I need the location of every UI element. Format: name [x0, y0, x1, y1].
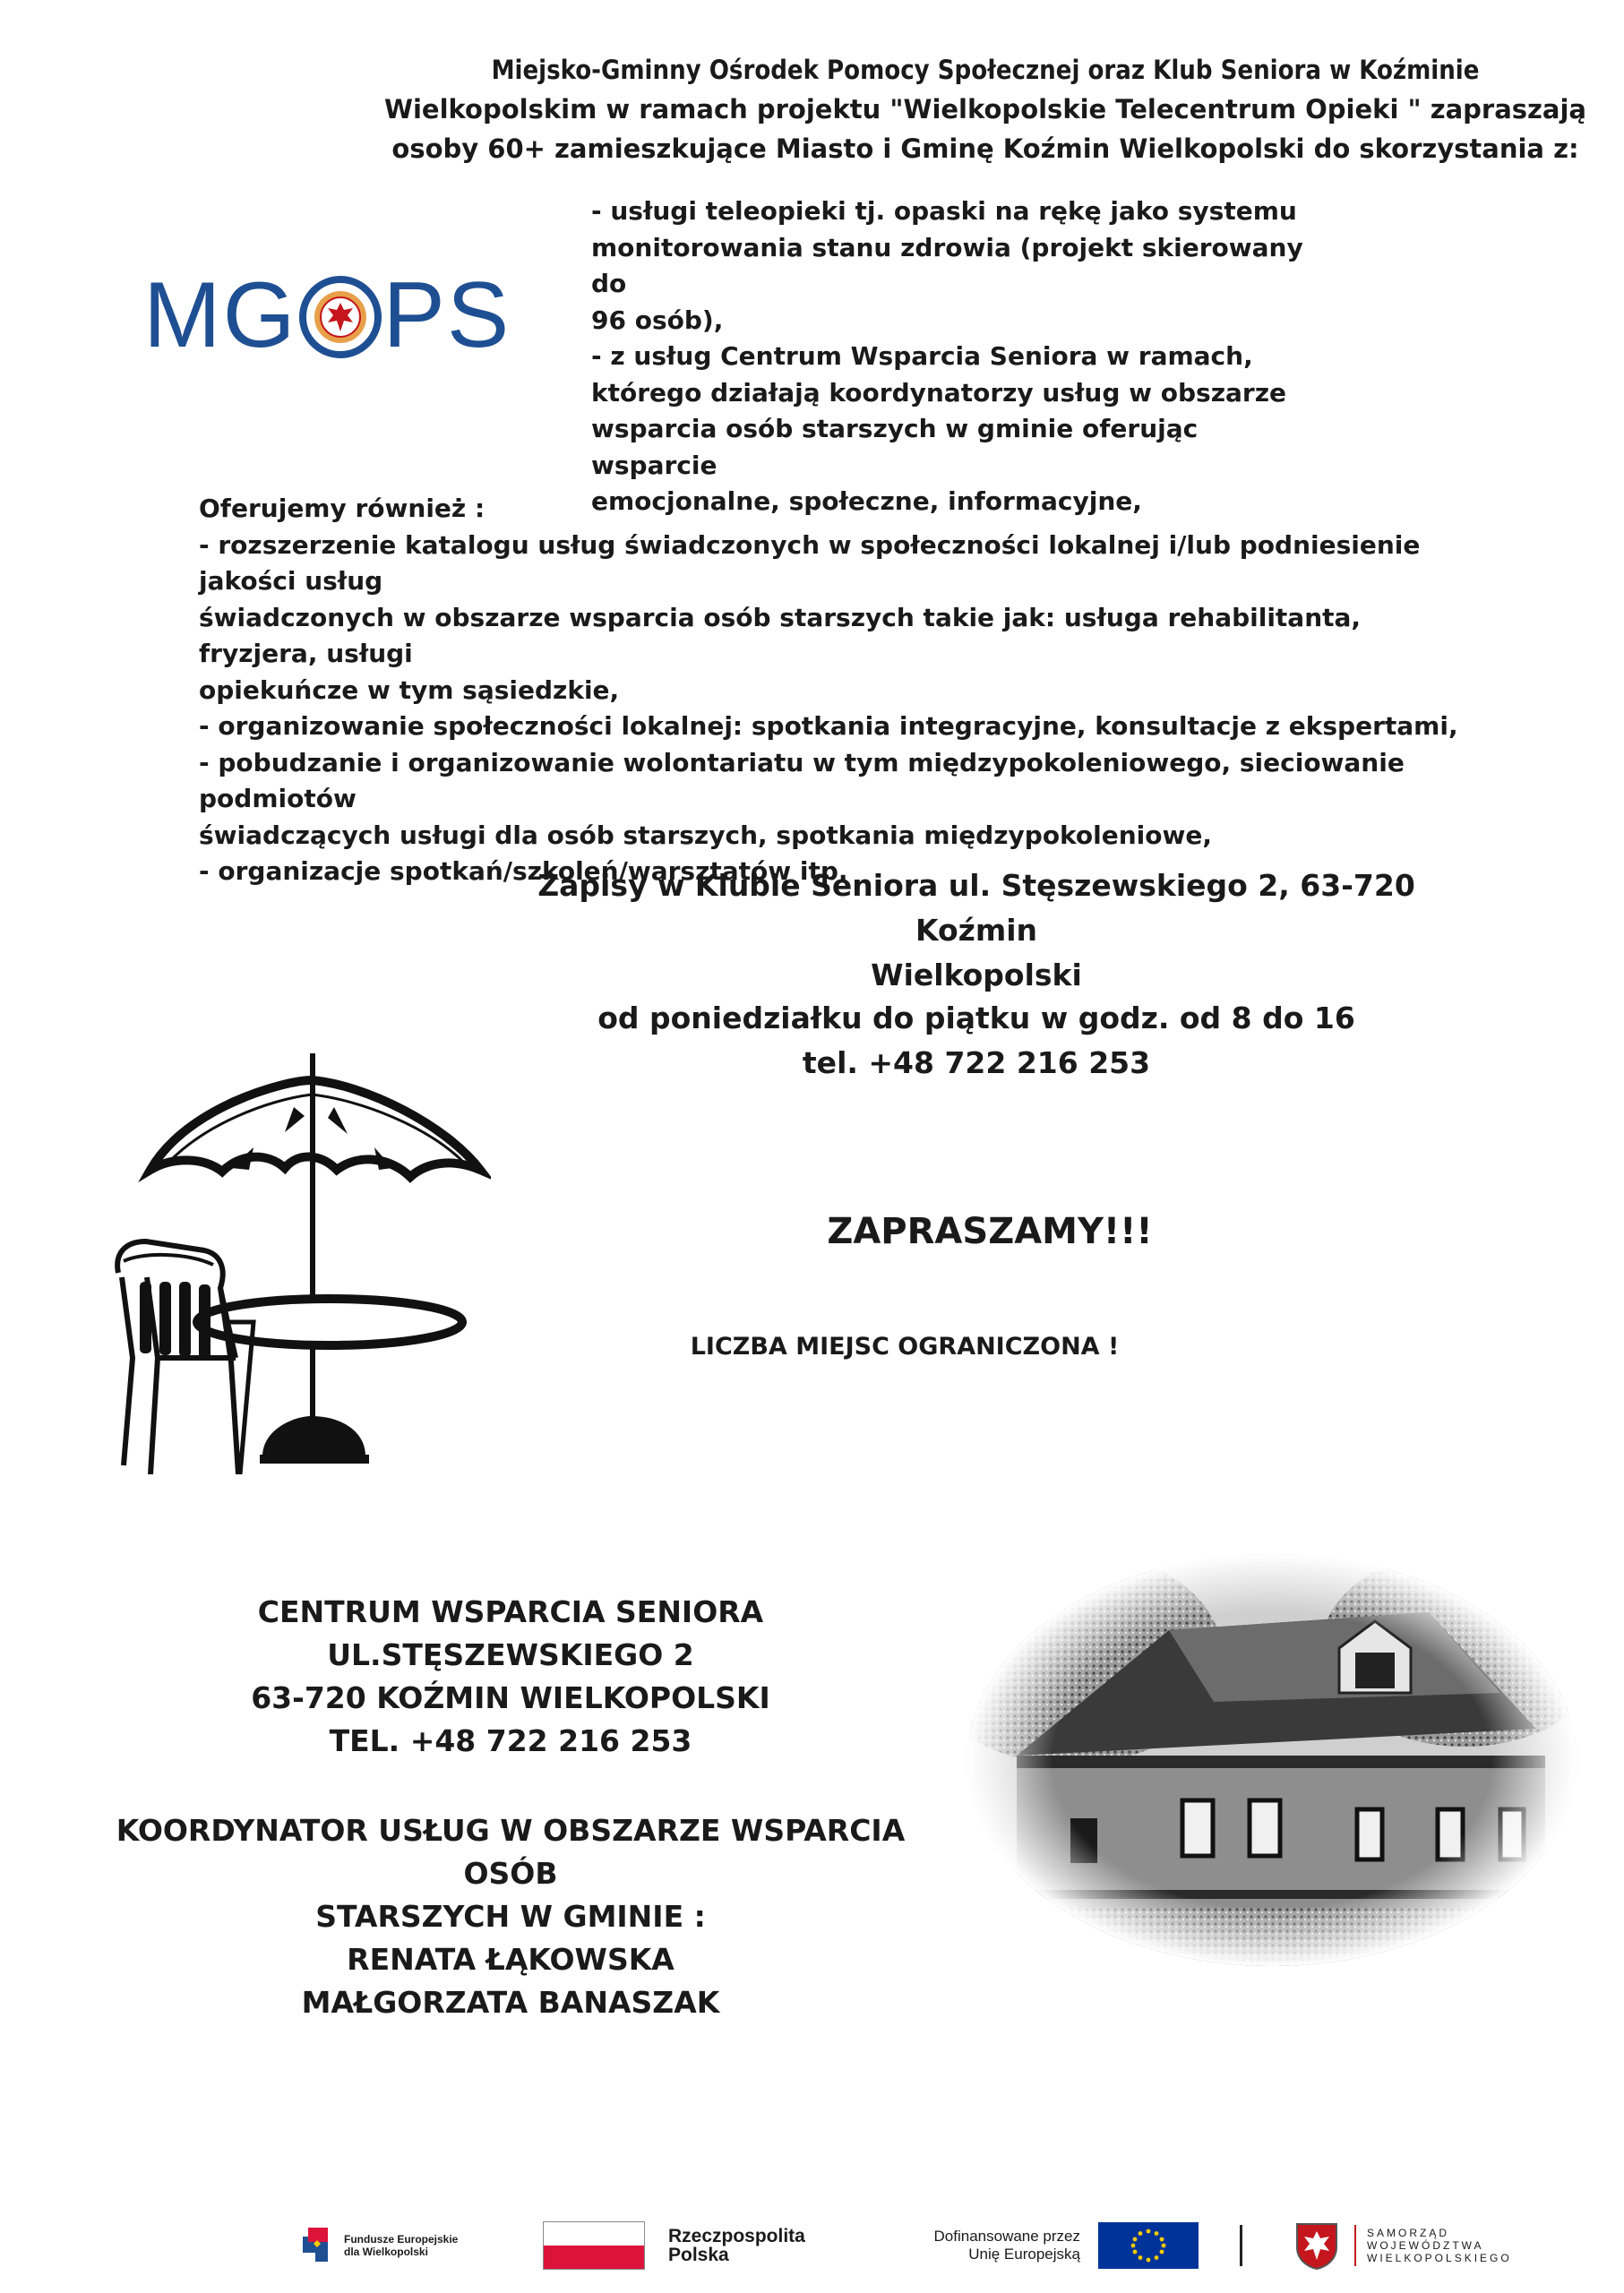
building-photo — [963, 1550, 1581, 1971]
contact-line: CENTRUM WSPARCIA SENIORA — [257, 1594, 764, 1629]
services-line: monitorowania stanu zdrowia (projekt skierowany do — [591, 232, 1303, 298]
services-line: - usługi teleopieki tj. opaski na rękę jako systemu — [591, 196, 1297, 226]
opening-hours — [537, 996, 1415, 1086]
offer-line: opiekuńcze w tym sąsiedzkie, — [199, 674, 620, 705]
phone-line: tel. +48 722 216 253 — [802, 1045, 1151, 1080]
polish-flag-icon — [543, 2221, 645, 2270]
header — [376, 50, 1594, 168]
eu-flag-icon — [1098, 2222, 1199, 2269]
offer-line: świadczonych w obszarze wsparcia osób starszych takie jak: usługa rehabilitanta, fryzjera, usługi — [199, 602, 1362, 668]
coordinator-line: KOORDYNATOR USŁUG W OBSZARZE WSPARCIA OSÓB — [116, 1813, 906, 1891]
coordinator-line: MAŁGORZATA BANASZAK — [301, 1985, 720, 2020]
services-line: którego działają koordynatorzy usług w obszarze — [591, 377, 1286, 408]
rp-line-2: Polska — [668, 2245, 729, 2265]
rp-text — [668, 2214, 847, 2277]
offer-line: - organizowanie społeczności lokalnej: spotkania integracyjne, konsultacje z ekspertami, — [199, 711, 1458, 741]
offer-line: świadczących usługi dla osób starszych, spotkania międzypokoleniowe, — [199, 820, 1213, 850]
offer-line: - rozszerzenie katalogu usług świadczonych w społeczności lokalnej i/lub podniesienie jakości usług — [199, 529, 1421, 596]
services-line: 96 osób), — [591, 305, 724, 335]
enrollment-line-1: Zapisy w Klubie Seniora ul. Stęszewskiego 2, 63-720 Koźmin — [537, 868, 1415, 948]
fe-line-1: Fundusze Europejskie — [344, 2233, 459, 2246]
eu-text — [865, 2214, 1080, 2277]
limited-places-note: LICZBA MIEJSC OGRANICZONA ! — [690, 1333, 1120, 1361]
fe-line-2: dla Wielkopolski — [344, 2246, 428, 2258]
eu-line-1: Dofinansowane przez — [933, 2228, 1080, 2245]
umbrella-chair-illustration — [106, 1053, 491, 1474]
eu-flag — [1098, 2214, 1206, 2277]
contact-line: 63-720 KOŹMIN WIELKOPOLSKI — [251, 1680, 770, 1715]
sw-logo — [1293, 2214, 1580, 2277]
services-line: - z usług Centrum Wsparcia Seniora w ramach, — [591, 341, 1253, 371]
sw-line-3: WIELKOPOLSKIEGO — [1367, 2252, 1512, 2264]
footer-divider — [1240, 2214, 1249, 2277]
offer-line: - pobudzanie i organizowanie wolontariatu w tym międzypokoleniowego, sieciowanie podmiotów — [199, 747, 1405, 813]
offer-line: - organizacje spotkań/szkoleń/warsztatów itp. — [199, 856, 848, 886]
polish-flag — [543, 2214, 650, 2277]
contact-block — [179, 1591, 842, 1763]
enrollment-line-2: Wielkopolski — [871, 958, 1082, 992]
services-list — [591, 193, 1326, 520]
eu-line-2: Unię Europejską — [968, 2246, 1080, 2263]
services-line: emocjonalne, społeczne, informacyjne, — [591, 486, 1142, 516]
crest-emblem-icon — [299, 276, 382, 358]
header-line-2: Wielkopolskim w ramach projektu "Wielkopolskie Telecentrum Opieki " zapraszają — [384, 94, 1586, 125]
mgops-logo — [143, 263, 511, 367]
hours-line: od poniedziałku do piątku w godz. od 8 do 16 — [597, 1001, 1355, 1035]
rp-line-1: Rzeczpospolita — [668, 2226, 805, 2246]
footer-logos — [301, 2214, 1573, 2277]
logo-text-left: MG — [143, 263, 297, 367]
header-line-3: osoby 60+ zamieszkujące Miasto i Gminę Koźmin Wielkopolski do skorzystania z: — [391, 133, 1579, 164]
coordinator-block — [90, 1809, 932, 2024]
offer-section — [199, 491, 1471, 890]
sw-line-2: WOJEWÓDZTWA — [1367, 2239, 1484, 2252]
coordinator-line: RENATA ŁĄKOWSKA — [347, 1942, 675, 1977]
wielkopolska-crest-icon — [1293, 2220, 1340, 2271]
enrollment-info — [502, 863, 1451, 998]
fe-logo — [301, 2214, 516, 2277]
services-line: wsparcia osób starszych w gminie oferując wsparcie — [591, 414, 1199, 480]
offer-heading: Oferujemy również : — [199, 494, 485, 523]
logo-text-right: PS — [382, 263, 511, 367]
header-line-1: Miejsko-Gminny Ośrodek Pomocy Społecznej oraz Klub Seniora w Koźminie — [491, 55, 1480, 85]
invite-heading: ZAPRASZAMY!!! — [827, 1211, 1153, 1252]
contact-line: UL.STĘSZEWSKIEGO 2 — [327, 1637, 694, 1672]
sw-line-1: SAMORZĄD — [1367, 2227, 1450, 2239]
contact-line: TEL. +48 722 216 253 — [329, 1723, 692, 1758]
fe-flag-icon — [301, 2226, 337, 2265]
coordinator-line: STARSZYCH W GMINIE : — [315, 1899, 706, 1934]
